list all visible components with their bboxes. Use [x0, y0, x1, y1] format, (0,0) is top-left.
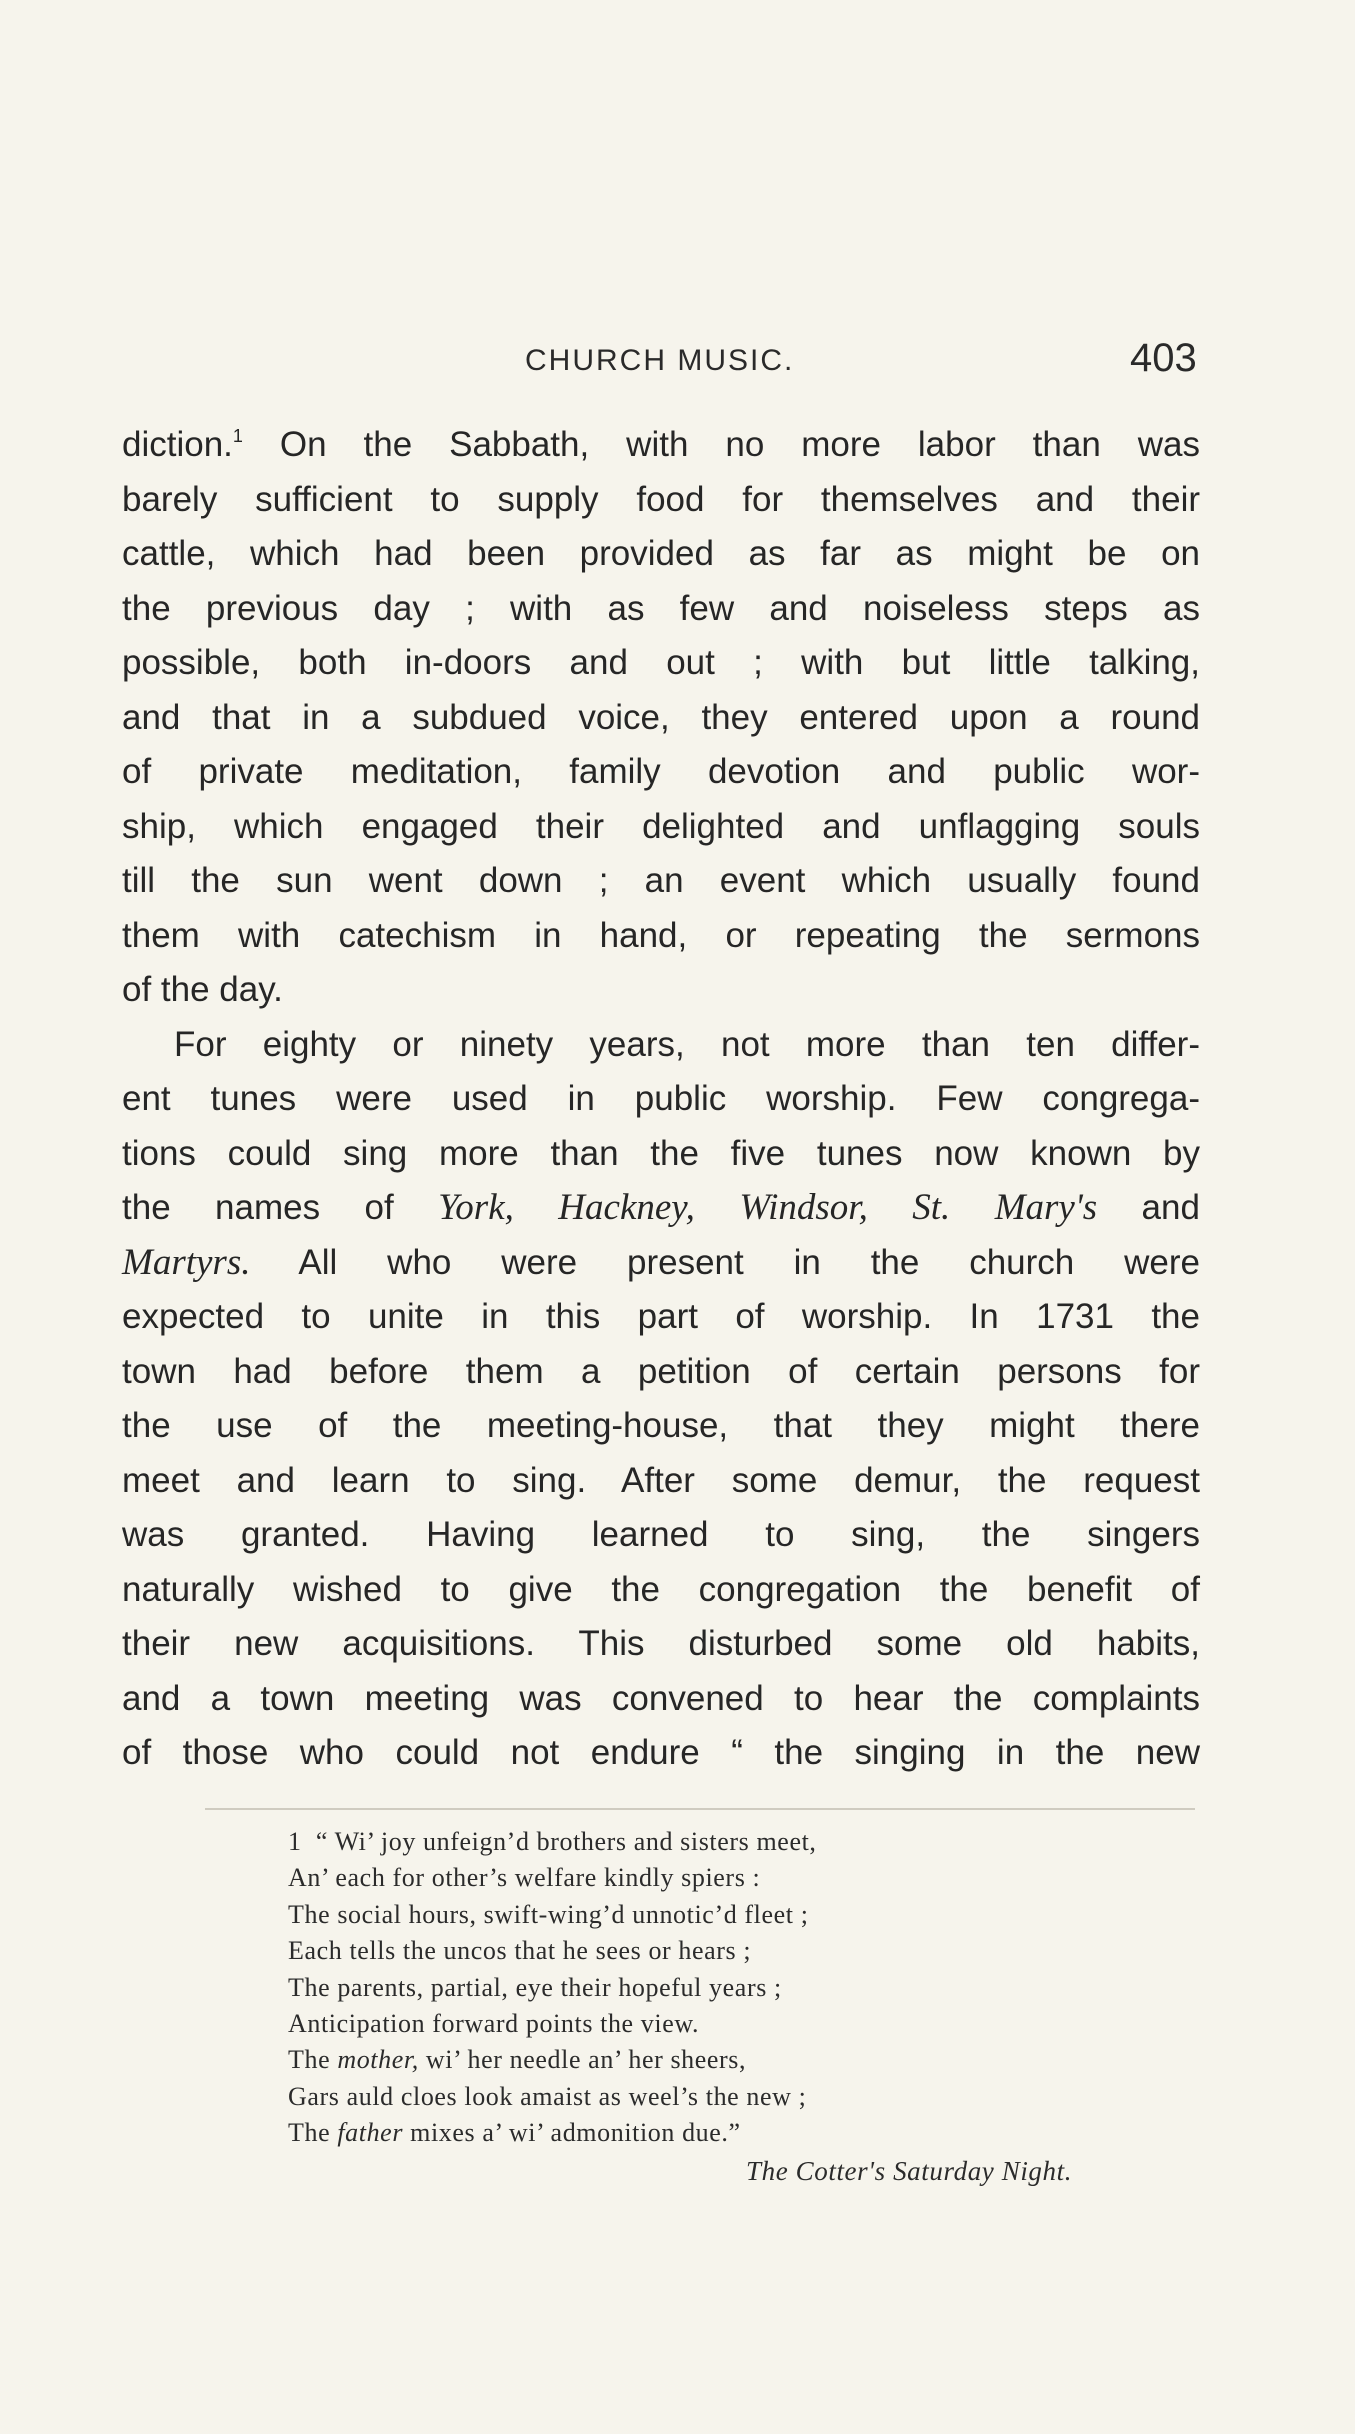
text-line: Martyrs. All who were present in the church were — [122, 1241, 1200, 1283]
footnote-line: The parents, partial, eye their hopeful years ; — [288, 1972, 782, 2002]
tune-name: Mary's — [994, 1187, 1098, 1228]
tune-name: Martyrs. — [122, 1241, 251, 1283]
page-number: 403 — [1130, 336, 1197, 380]
footnote-reference: 1 — [232, 426, 243, 446]
text-line: of private meditation, family devotion and public wor- — [122, 752, 1200, 791]
text-line: town had before them a petition of certain persons for — [122, 1351, 1200, 1391]
text-line: the previous day ; with as few and noiseless steps as — [122, 588, 1200, 628]
text-line: till the sun went down ; an event which usually found — [122, 861, 1200, 900]
page-header — [120, 336, 1200, 396]
footnote-line: The mother, wi’ her needle an’ her sheers, — [288, 2045, 747, 2075]
footnote-line: Gars auld cloes look amaist as weel’s the new ; — [288, 2081, 807, 2111]
text-line: ship, which engaged their delighted and unflagging souls — [122, 806, 1200, 846]
text-line: the names of York, Hackney, Windsor, St. Mary's and — [122, 1187, 1200, 1228]
text-line: diction.$^1$ On the Sabbath, with no more labor than was — [122, 425, 1200, 464]
body-text — [122, 418, 1200, 1781]
text-line: barely sufficient to supply food for themselves and their — [122, 479, 1200, 519]
text-line: them with catechism in hand, or repeating the sermons — [122, 915, 1200, 955]
running-head: CHURCH MUSIC. — [525, 344, 795, 377]
footnote-line: 1 “ Wi’ joy unfeign’d brothers and sisters meet, — [288, 1827, 817, 1856]
footnote-line: Anticipation forward points the view. — [288, 2008, 700, 2038]
text-line: naturally wished to give the congregation the benefit of — [122, 1569, 1200, 1609]
tune-name: Hackney, — [558, 1187, 695, 1228]
text-line: was granted. Having learned to sing, the singers — [122, 1515, 1200, 1554]
text-line: their new acquisitions. This disturbed some old habits, — [122, 1624, 1200, 1663]
text-line: ent tunes were used in public worship. Few congrega- — [122, 1079, 1200, 1118]
footnote — [288, 1824, 1188, 2190]
footnote-divider — [205, 1808, 1195, 1810]
text-line: For eighty or ninety years, not more than ten differ- — [174, 1024, 1200, 1064]
tune-name: Windsor, — [739, 1187, 868, 1228]
text-line: and a town meeting was convened to hear the complaints — [122, 1678, 1200, 1718]
footnote-line: An’ each for other’s welfare kindly spiers : — [288, 1863, 761, 1893]
footnote-line: Each tells the uncos that he sees or hears ; — [288, 1936, 752, 1966]
footnote-source: The Cotter's Saturday Night. — [746, 2155, 1073, 2186]
text-line: meet and learn to sing. After some demur, the request — [122, 1460, 1200, 1500]
text-line: expected to unite in this part of worship. In 1731 the — [122, 1297, 1200, 1336]
text-line: cattle, which had been provided as far as might be on — [122, 534, 1200, 573]
text-line: possible, both in-doors and out ; with but little talking, — [122, 643, 1200, 682]
tune-name: York, — [438, 1187, 514, 1228]
text-line: of those who could not endure “ the singing in the new — [122, 1733, 1200, 1772]
tune-name: St. — [912, 1187, 951, 1228]
footnote-marker: 1 — [288, 1827, 302, 1856]
text-line: the use of the meeting-house, that they might there — [122, 1406, 1200, 1445]
text-line: tions could sing more than the five tunes now known by — [122, 1133, 1200, 1173]
footnote-line: The father mixes a’ wi’ admonition due.” — [288, 2118, 741, 2148]
footnote-line: The social hours, swift-wing’d unnotic’d fleet ; — [288, 1899, 809, 1929]
text-line: and that in a subdued voice, they entered upon a round — [122, 697, 1200, 737]
text-line: of the day. — [122, 970, 283, 1009]
